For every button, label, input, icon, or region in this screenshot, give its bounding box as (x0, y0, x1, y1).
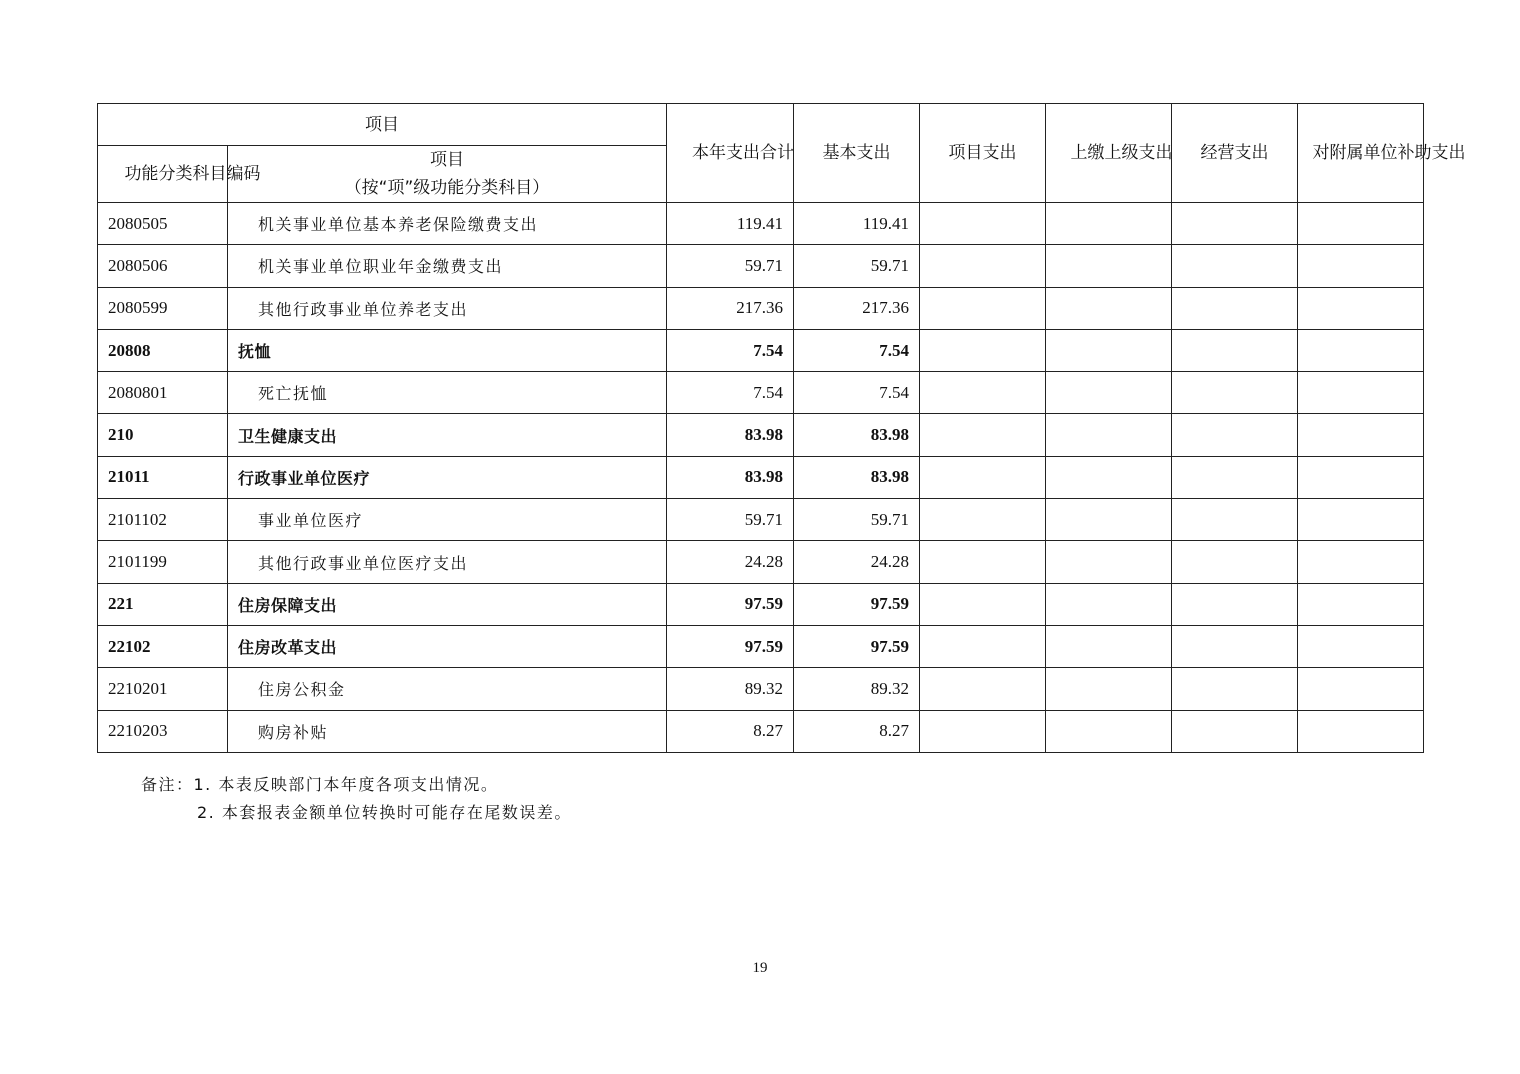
row-name: 住房改革支出 (228, 625, 667, 667)
row-total: 97.59 (667, 583, 794, 625)
row-total: 217.36 (667, 287, 794, 329)
table-row (98, 456, 1424, 498)
row-business (1172, 203, 1298, 245)
row-subsidy (1298, 372, 1424, 414)
note-line-2: 2. 本套报表金额单位转换时可能存在尾数误差。 (197, 803, 572, 822)
row-total: 59.71 (667, 245, 794, 287)
table-row (98, 668, 1424, 710)
row-name: 住房保障支出 (228, 583, 667, 625)
row-basic: 119.41 (794, 203, 920, 245)
header-total (667, 104, 794, 203)
row-remit (1046, 583, 1172, 625)
row-subsidy (1298, 245, 1424, 287)
row-code: 221 (98, 583, 228, 625)
row-basic: 89.32 (794, 668, 920, 710)
table-row (98, 414, 1424, 456)
header-remit-label: 上缴上级支出 (1070, 143, 1173, 163)
table-row (98, 583, 1424, 625)
row-project (920, 499, 1046, 541)
row-total: 83.98 (667, 414, 794, 456)
header-subsidy-label: 对附属单位补助支出 (1312, 143, 1466, 163)
row-subsidy (1298, 499, 1424, 541)
table-row (98, 625, 1424, 667)
row-project (920, 625, 1046, 667)
expenditure-table (97, 103, 1466, 753)
notes (141, 771, 572, 827)
table-row (98, 329, 1424, 371)
row-name: 事业单位医疗 (228, 499, 667, 541)
header-name-line1: 项目 (430, 150, 464, 170)
table-row (98, 541, 1424, 583)
row-subsidy (1298, 541, 1424, 583)
header-subsidy (1298, 104, 1466, 203)
header-project-group: 项目 (98, 104, 667, 146)
row-project (920, 541, 1046, 583)
row-total: 24.28 (667, 541, 794, 583)
row-name: 机关事业单位基本养老保险缴费支出 (228, 203, 667, 245)
table-row (98, 203, 1424, 245)
header-name-line2: （按“项”级功能分类科目） (344, 178, 550, 198)
row-name: 购房补贴 (228, 710, 667, 752)
table-row (98, 372, 1424, 414)
row-remit (1046, 625, 1172, 667)
row-project (920, 668, 1046, 710)
page-number: 19 (752, 960, 768, 976)
row-business (1172, 456, 1298, 498)
row-subsidy (1298, 668, 1424, 710)
row-project (920, 245, 1046, 287)
row-business (1172, 583, 1298, 625)
row-code: 210 (98, 414, 228, 456)
row-code: 2080506 (98, 245, 228, 287)
note-line-1: 备注：1. 本表反映部门本年度各项支出情况。 (141, 775, 499, 794)
row-subsidy (1298, 456, 1424, 498)
row-code: 2080599 (98, 287, 228, 329)
row-code: 2080801 (98, 372, 228, 414)
row-project (920, 287, 1046, 329)
row-total: 7.54 (667, 372, 794, 414)
row-total: 119.41 (667, 203, 794, 245)
header-business: 经营支出 (1172, 104, 1298, 203)
row-basic: 97.59 (794, 625, 920, 667)
row-code: 2210201 (98, 668, 228, 710)
row-code: 21011 (98, 456, 228, 498)
row-remit (1046, 710, 1172, 752)
row-name: 住房公积金 (228, 668, 667, 710)
row-name: 其他行政事业单位医疗支出 (228, 541, 667, 583)
row-total: 59.71 (667, 499, 794, 541)
row-subsidy (1298, 710, 1424, 752)
row-total: 97.59 (667, 625, 794, 667)
row-basic: 97.59 (794, 583, 920, 625)
row-basic: 59.71 (794, 245, 920, 287)
row-business (1172, 710, 1298, 752)
row-project (920, 203, 1046, 245)
row-subsidy (1298, 583, 1424, 625)
header-name (228, 146, 667, 203)
header-code-label: 功能分类科目编码 (124, 164, 261, 184)
row-subsidy (1298, 287, 1424, 329)
header-total-label: 本年支出合计 (692, 143, 794, 163)
row-remit (1046, 414, 1172, 456)
row-project (920, 329, 1046, 371)
row-business (1172, 287, 1298, 329)
row-total: 8.27 (667, 710, 794, 752)
row-business (1172, 625, 1298, 667)
row-remit (1046, 541, 1172, 583)
row-name: 其他行政事业单位养老支出 (228, 287, 667, 329)
row-subsidy (1298, 625, 1424, 667)
row-remit (1046, 499, 1172, 541)
row-name: 抚恤 (228, 329, 667, 371)
row-remit (1046, 245, 1172, 287)
row-basic: 217.36 (794, 287, 920, 329)
row-business (1172, 245, 1298, 287)
row-code: 2210203 (98, 710, 228, 752)
row-basic: 24.28 (794, 541, 920, 583)
row-code: 22102 (98, 625, 228, 667)
table-row (98, 710, 1424, 752)
row-project (920, 710, 1046, 752)
row-business (1172, 541, 1298, 583)
row-code: 2080505 (98, 203, 228, 245)
row-remit (1046, 203, 1172, 245)
row-name: 卫生健康支出 (228, 414, 667, 456)
row-total: 83.98 (667, 456, 794, 498)
row-total: 7.54 (667, 329, 794, 371)
table-row (98, 499, 1424, 541)
row-code: 2101102 (98, 499, 228, 541)
row-project (920, 372, 1046, 414)
header-code (98, 146, 261, 203)
row-total: 89.32 (667, 668, 794, 710)
table-row (98, 287, 1424, 329)
row-subsidy (1298, 203, 1424, 245)
row-business (1172, 668, 1298, 710)
row-remit (1046, 287, 1172, 329)
row-basic: 59.71 (794, 499, 920, 541)
row-business (1172, 329, 1298, 371)
table-row (98, 245, 1424, 287)
header-basic: 基本支出 (794, 104, 920, 203)
row-remit (1046, 668, 1172, 710)
row-subsidy (1298, 414, 1424, 456)
row-basic: 83.98 (794, 414, 920, 456)
row-name: 行政事业单位医疗 (228, 456, 667, 498)
row-project (920, 583, 1046, 625)
row-basic: 8.27 (794, 710, 920, 752)
row-basic: 7.54 (794, 372, 920, 414)
row-remit (1046, 456, 1172, 498)
row-code: 2101199 (98, 541, 228, 583)
row-basic: 83.98 (794, 456, 920, 498)
row-basic: 7.54 (794, 329, 920, 371)
row-project (920, 456, 1046, 498)
row-name: 死亡抚恤 (228, 372, 667, 414)
row-project (920, 414, 1046, 456)
header-project-expense: 项目支出 (920, 104, 1046, 203)
row-code: 20808 (98, 329, 228, 371)
row-name: 机关事业单位职业年金缴费支出 (228, 245, 667, 287)
row-business (1172, 499, 1298, 541)
header-remit (1046, 104, 1172, 203)
row-remit (1046, 329, 1172, 371)
row-business (1172, 372, 1298, 414)
row-remit (1046, 372, 1172, 414)
row-business (1172, 414, 1298, 456)
row-subsidy (1298, 329, 1424, 371)
